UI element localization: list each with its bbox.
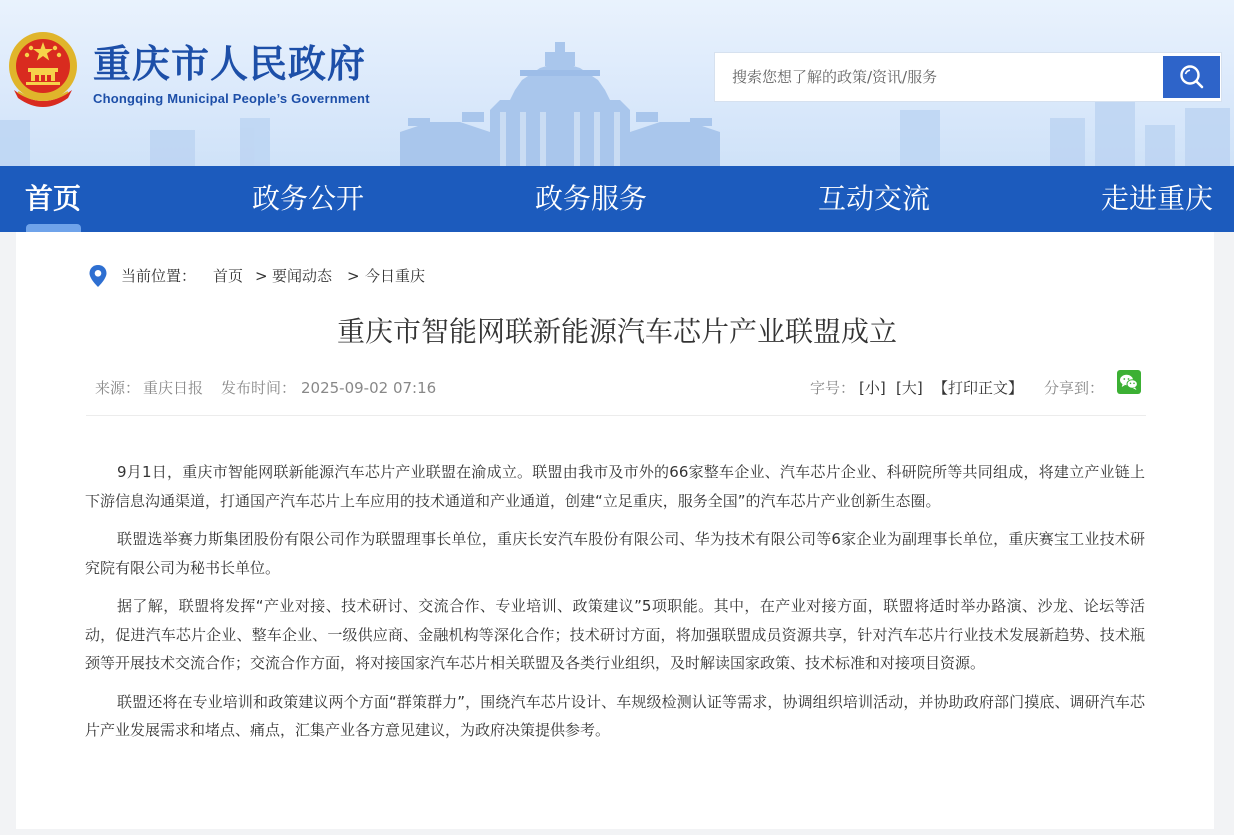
source-label: 来源： — [95, 379, 141, 397]
search-box — [714, 52, 1222, 102]
article-paragraph: 联盟选举赛力斯集团股份有限公司作为联盟理事长单位，重庆长安汽车股份有限公司、华为技术有限公司等6家企业为副理事长单位，重庆赛宝工业技术研究院有限公司为秘书长单位。 — [85, 530, 1145, 577]
search-icon — [1179, 64, 1205, 90]
wechat-icon — [1117, 370, 1141, 394]
share-label: 分享到： — [1044, 379, 1105, 397]
search-input[interactable] — [716, 54, 1156, 100]
nav-government-affairs[interactable]: 政务公开 — [252, 182, 365, 215]
breadcrumb-home[interactable]: 首页 — [213, 267, 244, 285]
nav-active-indicator — [26, 224, 81, 232]
article-body — [85, 458, 1145, 755]
breadcrumb-separator: > — [255, 267, 268, 285]
national-emblem-icon — [4, 26, 82, 110]
main-nav — [0, 166, 1234, 232]
breadcrumb-news[interactable]: 要闻动态 — [272, 267, 333, 285]
nav-government-services[interactable]: 政务服务 — [535, 182, 648, 215]
article-paragraph: 据了解，联盟将发挥“产业对接、技术研讨、交流合作、专业培训、政策建议”5项职能。其中，在产业对接方面，联盟将适时举办路演、沙龙、论坛等活动，促进汽车芯片企业、整车企业、一级供应商、金融机构等深化合作；技术研讨方面，将加强联盟成员资源共享，针对汽车芯片行业技术发展新趋势、技术瓶颈等开展技术交流合作；交流合作方面，将对接国家汽车芯片相关联盟及各类行业组织，及时解读国家政策、技术标准和对接项目资源。 — [85, 597, 1145, 672]
article-paragraph: 联盟还将在专业培训和政策建议两个方面“群策群力”，围绕汽车芯片设计、车规级检测认证等需求，协调组织培训活动，并协助政府部门摸底、调研汽车芯片产业发展需求和堵点、痛点，汇集产业各方意见建议，为政府决策提供参考。 — [85, 692, 1145, 739]
divider — [86, 415, 1146, 416]
print-button[interactable]: 【打印正文】 — [933, 379, 1024, 397]
share-wechat-button[interactable] — [1117, 370, 1141, 394]
publish-time-value: 2025-09-02 07:16 — [301, 379, 437, 397]
site-header — [0, 0, 1234, 166]
source-value: 重庆日报 — [143, 379, 204, 397]
nav-interaction[interactable]: 互动交流 — [818, 182, 931, 215]
article-paragraph: 9月1日，重庆市智能网联新能源汽车芯片产业联盟在渝成立。联盟由我市及市外的66家整车企业、汽车芯片企业、科研院所等共同组成，将建立产业链上下游信息沟通渠道，打通国产汽车芯片上车应用的技术通道和产业通道，创建“立足重庆，服务全国”的汽车芯片产业创新生态圈。 — [85, 463, 1145, 510]
site-subtitle: Chongqing Municipal People’s Government — [93, 91, 370, 106]
breadcrumb-separator: > — [347, 267, 360, 285]
article-title: 重庆市智能网联新能源汽车芯片产业联盟成立 — [336, 315, 897, 348]
breadcrumb-label: 当前位置： — [121, 267, 197, 285]
search-button[interactable] — [1163, 56, 1220, 98]
font-size-large-button[interactable]: [大] — [896, 379, 923, 397]
location-pin-icon — [88, 264, 108, 288]
site-title[interactable]: 重庆市人民政府 — [93, 42, 367, 86]
nav-about-chongqing[interactable]: 走进重庆 — [1101, 182, 1214, 215]
font-size-small-button[interactable]: [小] — [859, 379, 886, 397]
font-size-label: 字号： — [810, 379, 856, 397]
breadcrumb-today-chongqing[interactable]: 今日重庆 — [365, 267, 426, 285]
nav-home[interactable]: 首页 — [25, 182, 82, 215]
publish-time-label: 发布时间： — [221, 379, 297, 397]
